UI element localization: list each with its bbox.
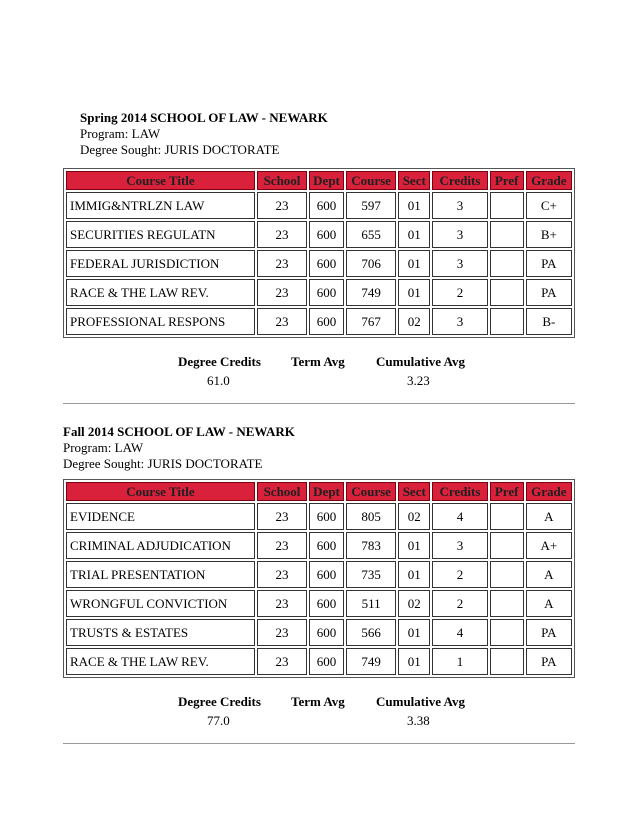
course-title-cell: FEDERAL JURISDICTION: [66, 250, 255, 277]
course-cell: 749: [346, 648, 396, 675]
pref-cell: [490, 221, 524, 248]
table-row: [66, 619, 572, 646]
col-pref: Pref: [490, 482, 524, 501]
course-cell: 805: [346, 503, 396, 530]
pref-cell: [490, 279, 524, 306]
school-cell: 23: [257, 250, 307, 277]
school-cell: 23: [257, 619, 307, 646]
pref-cell: [490, 532, 524, 559]
course-cell: 511: [346, 590, 396, 617]
col-dept: Dept: [309, 171, 344, 190]
term-avg-label: Term Avg: [291, 694, 345, 709]
table-row: [66, 648, 572, 675]
course-cell: 655: [346, 221, 396, 248]
course-title-cell: TRIAL PRESENTATION: [66, 561, 255, 588]
table-row: [66, 308, 572, 335]
sect-cell: 01: [398, 221, 430, 248]
degree-credits-label: Degree Credits: [178, 354, 261, 369]
course-cell: 783: [346, 532, 396, 559]
dept-cell: 600: [309, 308, 344, 335]
course-title-cell: RACE & THE LAW REV.: [66, 279, 255, 306]
col-grade: Grade: [526, 171, 572, 190]
table-row: [66, 532, 572, 559]
dept-cell: 600: [309, 250, 344, 277]
dept-cell: 600: [309, 503, 344, 530]
school-cell: 23: [257, 308, 307, 335]
term-summary: [0, 354, 638, 394]
col-grade: Grade: [526, 482, 572, 501]
table-row: [66, 503, 572, 530]
grade-cell: A+: [526, 532, 572, 559]
school-cell: 23: [257, 648, 307, 675]
section-divider: [63, 403, 575, 404]
col-school: School: [257, 171, 307, 190]
program-line: Program: LAW: [63, 440, 144, 455]
pref-cell: [490, 619, 524, 646]
course-cell: 706: [346, 250, 396, 277]
course-title-cell: WRONGFUL CONVICTION: [66, 590, 255, 617]
sect-cell: 01: [398, 532, 430, 559]
credits-cell: 3: [432, 532, 487, 559]
grade-cell: PA: [526, 648, 572, 675]
col-dept: Dept: [309, 482, 344, 501]
credits-cell: 1: [432, 648, 487, 675]
sect-cell: 01: [398, 250, 430, 277]
grade-cell: A: [526, 561, 572, 588]
dept-cell: 600: [309, 279, 344, 306]
credits-cell: 4: [432, 619, 487, 646]
credits-cell: 3: [432, 308, 487, 335]
grade-cell: C+: [526, 192, 572, 219]
credits-cell: 4: [432, 503, 487, 530]
course-title-cell: CRIMINAL ADJUDICATION: [66, 532, 255, 559]
table-header-row: [66, 482, 572, 501]
cumulative-avg-label: Cumulative Avg: [376, 354, 465, 369]
cumulative-avg-value: 3.23: [407, 373, 430, 388]
sect-cell: 01: [398, 192, 430, 219]
pref-cell: [490, 250, 524, 277]
sect-cell: 01: [398, 619, 430, 646]
col-sect: Sect: [398, 482, 430, 501]
table-header-row: [66, 171, 572, 190]
table-row: [66, 250, 572, 277]
col-pref: Pref: [490, 171, 524, 190]
course-table: [63, 168, 575, 338]
degree-line: Degree Sought: JURIS DOCTORATE: [63, 456, 263, 471]
credits-cell: 3: [432, 250, 487, 277]
school-cell: 23: [257, 279, 307, 306]
course-cell: 767: [346, 308, 396, 335]
pref-cell: [490, 648, 524, 675]
course-cell: 597: [346, 192, 396, 219]
degree-credits-value: 61.0: [207, 373, 230, 388]
credits-cell: 3: [432, 221, 487, 248]
pref-cell: [490, 590, 524, 617]
course-title-cell: EVIDENCE: [66, 503, 255, 530]
col-course-title: Course Title: [66, 482, 255, 501]
school-cell: 23: [257, 503, 307, 530]
sect-cell: 01: [398, 279, 430, 306]
dept-cell: 600: [309, 619, 344, 646]
grade-cell: A: [526, 503, 572, 530]
table-row: [66, 561, 572, 588]
grade-cell: PA: [526, 250, 572, 277]
col-course: Course: [346, 171, 396, 190]
school-cell: 23: [257, 532, 307, 559]
sect-cell: 01: [398, 648, 430, 675]
course-cell: 735: [346, 561, 396, 588]
grade-cell: B+: [526, 221, 572, 248]
grade-cell: B-: [526, 308, 572, 335]
course-cell: 566: [346, 619, 396, 646]
grade-cell: PA: [526, 279, 572, 306]
program-line: Program: LAW: [80, 126, 161, 141]
col-credits: Credits: [432, 171, 487, 190]
col-sect: Sect: [398, 171, 430, 190]
degree-credits-value: 77.0: [207, 713, 230, 728]
credits-cell: 3: [432, 192, 487, 219]
grade-cell: PA: [526, 619, 572, 646]
school-cell: 23: [257, 221, 307, 248]
dept-cell: 600: [309, 648, 344, 675]
grade-cell: A: [526, 590, 572, 617]
course-title-cell: PROFESSIONAL RESPONS: [66, 308, 255, 335]
dept-cell: 600: [309, 532, 344, 559]
pref-cell: [490, 561, 524, 588]
table-row: [66, 590, 572, 617]
sect-cell: 02: [398, 590, 430, 617]
col-course-title: Course Title: [66, 171, 255, 190]
credits-cell: 2: [432, 590, 487, 617]
term-header: [63, 424, 295, 472]
cumulative-avg-value: 3.38: [407, 713, 430, 728]
course-title-cell: RACE & THE LAW REV.: [66, 648, 255, 675]
degree-line: Degree Sought: JURIS DOCTORATE: [80, 142, 280, 157]
pref-cell: [490, 503, 524, 530]
col-school: School: [257, 482, 307, 501]
credits-cell: 2: [432, 279, 487, 306]
course-cell: 749: [346, 279, 396, 306]
credits-cell: 2: [432, 561, 487, 588]
cumulative-avg-label: Cumulative Avg: [376, 694, 465, 709]
dept-cell: 600: [309, 221, 344, 248]
dept-cell: 600: [309, 561, 344, 588]
pref-cell: [490, 308, 524, 335]
course-title-cell: TRUSTS & ESTATES: [66, 619, 255, 646]
table-row: [66, 221, 572, 248]
col-credits: Credits: [432, 482, 487, 501]
dept-cell: 600: [309, 590, 344, 617]
term-title: Spring 2014 SCHOOL OF LAW - NEWARK: [80, 110, 328, 125]
sect-cell: 02: [398, 503, 430, 530]
school-cell: 23: [257, 192, 307, 219]
course-title-cell: SECURITIES REGULATN: [66, 221, 255, 248]
term-title: Fall 2014 SCHOOL OF LAW - NEWARK: [63, 424, 295, 439]
dept-cell: 600: [309, 192, 344, 219]
table-row: [66, 192, 572, 219]
sect-cell: 01: [398, 561, 430, 588]
table-row: [66, 279, 572, 306]
course-title-cell: IMMIG&NTRLZN LAW: [66, 192, 255, 219]
section-divider: [63, 743, 575, 744]
col-course: Course: [346, 482, 396, 501]
course-table: [63, 479, 575, 678]
school-cell: 23: [257, 561, 307, 588]
degree-credits-label: Degree Credits: [178, 694, 261, 709]
pref-cell: [490, 192, 524, 219]
term-avg-label: Term Avg: [291, 354, 345, 369]
term-header: [80, 110, 328, 158]
term-summary: [0, 694, 638, 734]
sect-cell: 02: [398, 308, 430, 335]
school-cell: 23: [257, 590, 307, 617]
